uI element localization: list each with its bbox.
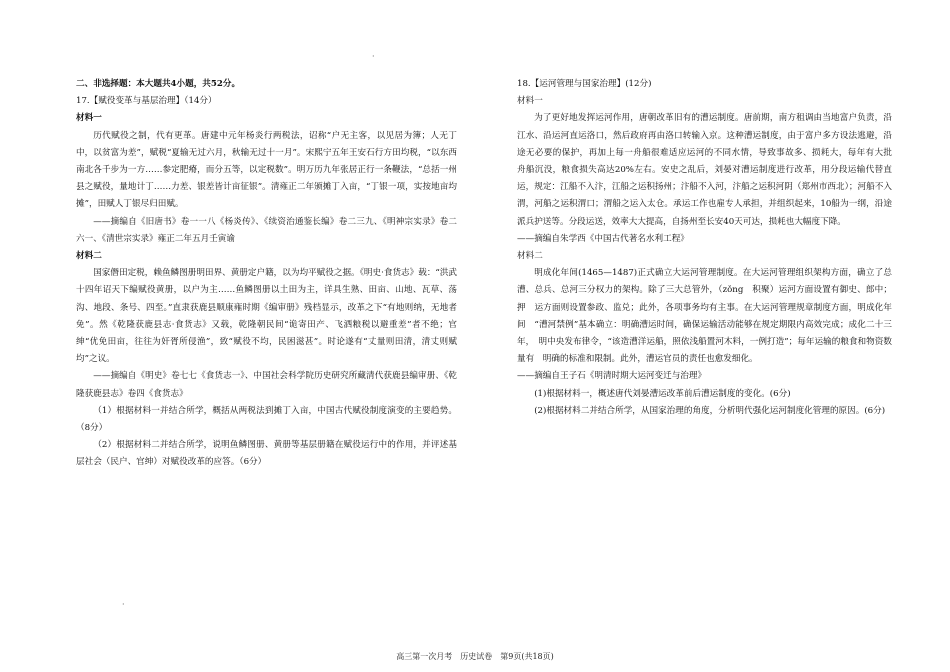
- q17-question-2: （2）根据材料二并结合所学，说明鱼鳞图册、黄册等基层册籍在赋役运行中的作用，并评述基层社会（民户、官绅）对赋役改革的应答。（6分）: [76, 440, 457, 468]
- q18-question-1: (1)根据材料一，概述唐代刘晏漕运改革前后漕运制度的变化。(6分): [534, 388, 791, 399]
- q18-title: 18.【运河管理与国家治理】(12分): [517, 79, 652, 89]
- section-heading: 二、非选择题：本大题共4小题，共52分。: [76, 79, 241, 89]
- q17-title: 17.【赋役变革与基层治理】（14分）: [76, 96, 217, 107]
- right-column: [517, 76, 901, 420]
- decorative-dot-top: ·: [372, 52, 375, 61]
- q18-question-2: (2)根据材料二并结合所学，从国家治理的角度，分析明代强化运河制度化管理的原因。(6分): [534, 405, 886, 416]
- q17-material-2-text: 国家僭田定税，赖鱼鳞图册明田界、黄册定户籍，以为均平赋役之据。《明史·食货志》载：“洪武十四年诏天下编赋役黄册，以户为主……鱼鳞图册以土田为主，详具生熟、田亩、山地、瓦草、荡沟、地段、条号、四至。”直隶获鹿县顺康雍时期《编审册》残档显示，改革之下“有地则纳，无地者免”。然《乾隆获鹿县志·食货志》又载，乾隆朝民间“诡寄田产、飞洒粮税以避重差”者不绝；官绅“优免田亩，往往为奸胥所侵渔”，致“赋役不均，民困滋甚”。时论遂有“丈量则田清，清丈则赋均”之议。: [76, 268, 457, 365]
- q18-material-1-label: 材料一: [517, 96, 543, 107]
- q18-material-1-source: ——摘编自朱学西《中国古代著名水利工程》: [517, 233, 689, 244]
- page-footer: 高三第一次月考 历史试卷 第9页(共18页): [396, 652, 554, 661]
- q18-material-2-source: ——摘编自王子石《明清时期大运河变迁与治理》: [517, 371, 707, 382]
- q17-material-1-label: 材料一: [76, 113, 102, 124]
- q18-material-1-text: 为了更好地发挥运河作用，唐朝改革旧有的漕运制度。唐前期，南方租调由当地富户负责，沿江水、沿运河直运洛口，然后政府再由洛口转输入京。这种漕运制度，由于富户多方设法逃避，沿途无必要的保护，再加上每一舟船很难适应运河的不同水情，导致事故多、损耗大，每年有大批 舟船沉没，粮食损失高达20%左右。安史之乱后，刘晏对漕运制度进行改革，用分段运输代替直 运，规定：江船不入汴，江船之运积扬州；汴船不入河，汴船之运积河阴（郑州市西北）；河船不入 渭，河船之运积渭口；渭船之运入太仓。承运工作也雇专人承担，并组织起来，10船为一纲，沿途派兵护送等。分段运送，效率大大提高，自扬州至长安40天可达，损耗也大幅度下降。: [517, 113, 901, 227]
- q17-question-1: （1）根据材料一并结合所学，概括从两税法到摊丁入亩，中国古代赋役制度演变的主要趋势。（8分）: [76, 405, 457, 434]
- q17-material-1-source: ——摘编自《旧唐书》卷一一八《杨炎传》、《续资治通鉴长编》卷二三九、《明神宗实录》卷二六一、《清世宗实录》雍正二年五月壬寅谕: [76, 216, 457, 244]
- q17-material-1-text: 历代赋役之制，代有更革。唐建中元年杨炎行两税法，诏称“户无主客，以见居为簿；人无丁中，以贫富为差”，赋税“夏输无过六月，秋输无过十一月”。宋熙宁五年王安石行方田均税，“以东西南北各千步为一方……参定肥瘠，而分五等，以定税数”。明万历九年张居正行一条鞭法，“总括一州县之赋役，量地计丁……力差、银差皆计亩征银”。清雍正二年颁摊丁入亩，“丁银一项，实按地亩均摊”，田赋人丁银尽归田赋。: [76, 130, 457, 210]
- decorative-dot-bottom: ·: [122, 600, 125, 609]
- q17-material-2-source: ——摘编自《明史》卷七七《食货志一》、中国社会科学院历史研究所藏清代获鹿县编审册、《乾隆获鹿县志》卷四《食货志》: [76, 371, 457, 399]
- q18-material-2-text: 明成化年间(1465—1487)正式确立大运河管理制度。在大运河管理组织架构方面，确立了总漕、总兵、总河三分权力的架构。除了三大总管外，（zǒng 积聚）运河方面设置有御史、郎中；押 运方面则设置参政、监兑；此外，各项事务均有主事。在大运河管理规章制度方面，明成化年间 “漕河禁例”基本确立：明确漕运时间，确保运输活动能够在规定期限内高效完成；成化二十三年， 明中央发布律令，“该造漕洋运船，照依浅船置河木料，一例打造”；每年运输的粮食和物资数量有 明确的标准和限制。此外，漕运官员的责任也愈发细化。: [517, 268, 892, 365]
- left-column: [76, 76, 457, 472]
- q17-material-2-label: 材料二: [76, 251, 102, 262]
- q18-material-2-label: 材料二: [517, 251, 543, 262]
